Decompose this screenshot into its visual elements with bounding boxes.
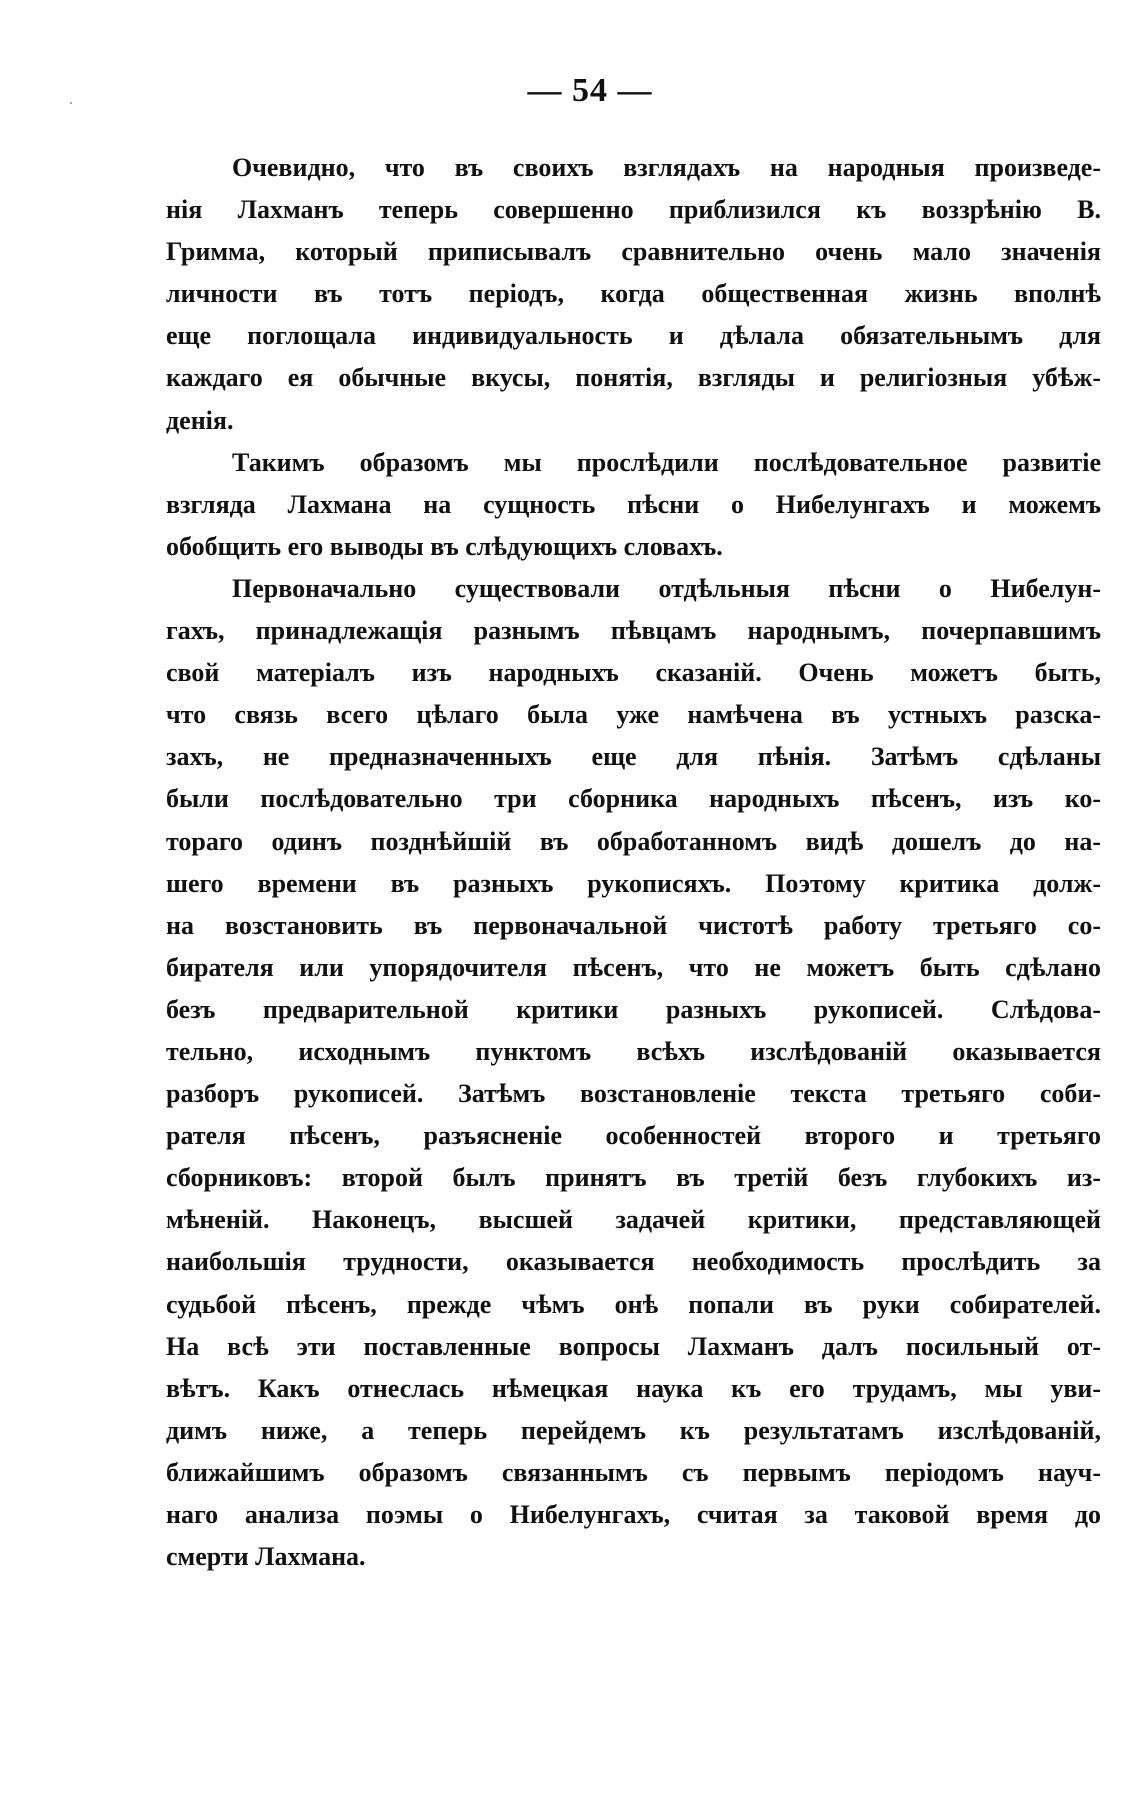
text-line: взгляда Лахмана на сущность пѣсни о Нибелунгахъ и можемъ	[166, 489, 1101, 519]
text-line: мѣненій. Наконецъ, высшей задачей критики, представляющей	[166, 1205, 1101, 1235]
text-line: наибольшія трудности, оказывается необходимость прослѣдить за	[166, 1247, 1101, 1277]
text-line: шего времени въ разныхъ рукописяхъ. Поэтому критика долж-	[166, 868, 1101, 898]
paragraph-3	[166, 568, 1101, 1578]
text-line: захъ, не предназначенныхъ еще для пѣнія. Затѣмъ сдѣланы	[166, 742, 1101, 772]
text-line: Первоначально существовали отдѣльныя пѣсни о Нибелун-	[232, 573, 1101, 603]
text-line: тораго одинъ позднѣйшій въ обработанномъ видѣ дошелъ до на-	[166, 826, 1101, 856]
paragraph-1	[166, 147, 1101, 442]
text-line: безъ предварительной критики разныхъ рукописей. Слѣдова-	[166, 994, 1101, 1024]
text-line: разборъ рукописей. Затѣмъ возстановленіе текста третьяго соби-	[166, 1079, 1101, 1109]
text-line: Очевидно, что въ своихъ взглядахъ на народныя произведе-	[232, 153, 1101, 182]
text-line: ближайшимъ образомъ связаннымъ съ первымъ періодомъ науч-	[166, 1457, 1101, 1487]
text-line: каждаго ея обычные вкусы, понятія, взгляды и религіозныя убѣж-	[166, 363, 1101, 393]
text-line: бирателя или упорядочителя пѣсенъ, что не можетъ быть сдѣлано	[166, 952, 1101, 982]
text-line: Гримма, который приписывалъ сравнительно очень мало значенія	[166, 237, 1101, 267]
text-line: на возстановить въ первоначальной чистотѣ работу третьяго со-	[166, 910, 1101, 940]
text-line: что связь всего цѣлаго была уже намѣчена въ устныхъ разска-	[166, 700, 1101, 730]
body-text	[166, 147, 1101, 1578]
text-line: обобщить его выводы въ слѣдующихъ словахъ.	[166, 531, 723, 561]
text-line: димъ ниже, а теперь перейдемъ къ результатамъ изслѣдованій,	[166, 1415, 1101, 1445]
page-number: — 54 —	[527, 72, 653, 109]
text-line: На всѣ эти поставленные вопросы Лахманъ далъ посильный от-	[166, 1331, 1101, 1361]
text-line: тельно, исходнымъ пунктомъ всѣхъ изслѣдованій оказывается	[166, 1036, 1101, 1066]
text-line: были послѣдовательно три сборника народныхъ пѣсенъ, изъ ко-	[166, 784, 1101, 814]
text-line: гахъ, принадлежащія разнымъ пѣвцамъ народнымъ, почерпавшимъ	[166, 616, 1101, 646]
text-line: сборниковъ: второй былъ принятъ въ третій безъ глубокихъ из-	[166, 1163, 1101, 1193]
text-line: вѣтъ. Какъ отнеслась нѣмецкая наука къ его трудамъ, мы уви-	[166, 1373, 1101, 1403]
text-line: еще поглощала индивидуальность и дѣлала обязательнымъ для	[166, 321, 1101, 351]
text-line: рателя пѣсенъ, разъясненіе особенностей второго и третьяго	[166, 1121, 1101, 1151]
text-line: личности въ тотъ періодъ, когда общественная жизнь вполнѣ	[166, 279, 1101, 309]
text-line: смерти Лахмана.	[166, 1542, 366, 1572]
text-line: Такимъ образомъ мы прослѣдили послѣдовательное развитіе	[232, 447, 1101, 477]
text-line: свой матеріалъ изъ народныхъ сказаній. Очень можетъ быть,	[166, 658, 1101, 688]
text-line: денія.	[166, 405, 234, 435]
text-line: наго анализа поэмы о Нибелунгахъ, считая за таковой время до	[166, 1500, 1101, 1529]
text-line: нія Лахманъ теперь совершенно приблизился къ воззрѣнію В.	[166, 195, 1101, 225]
text-line: судьбой пѣсенъ, прежде чѣмъ онѣ попали въ руки собирателей.	[166, 1289, 1101, 1319]
paragraph-2	[166, 442, 1101, 568]
